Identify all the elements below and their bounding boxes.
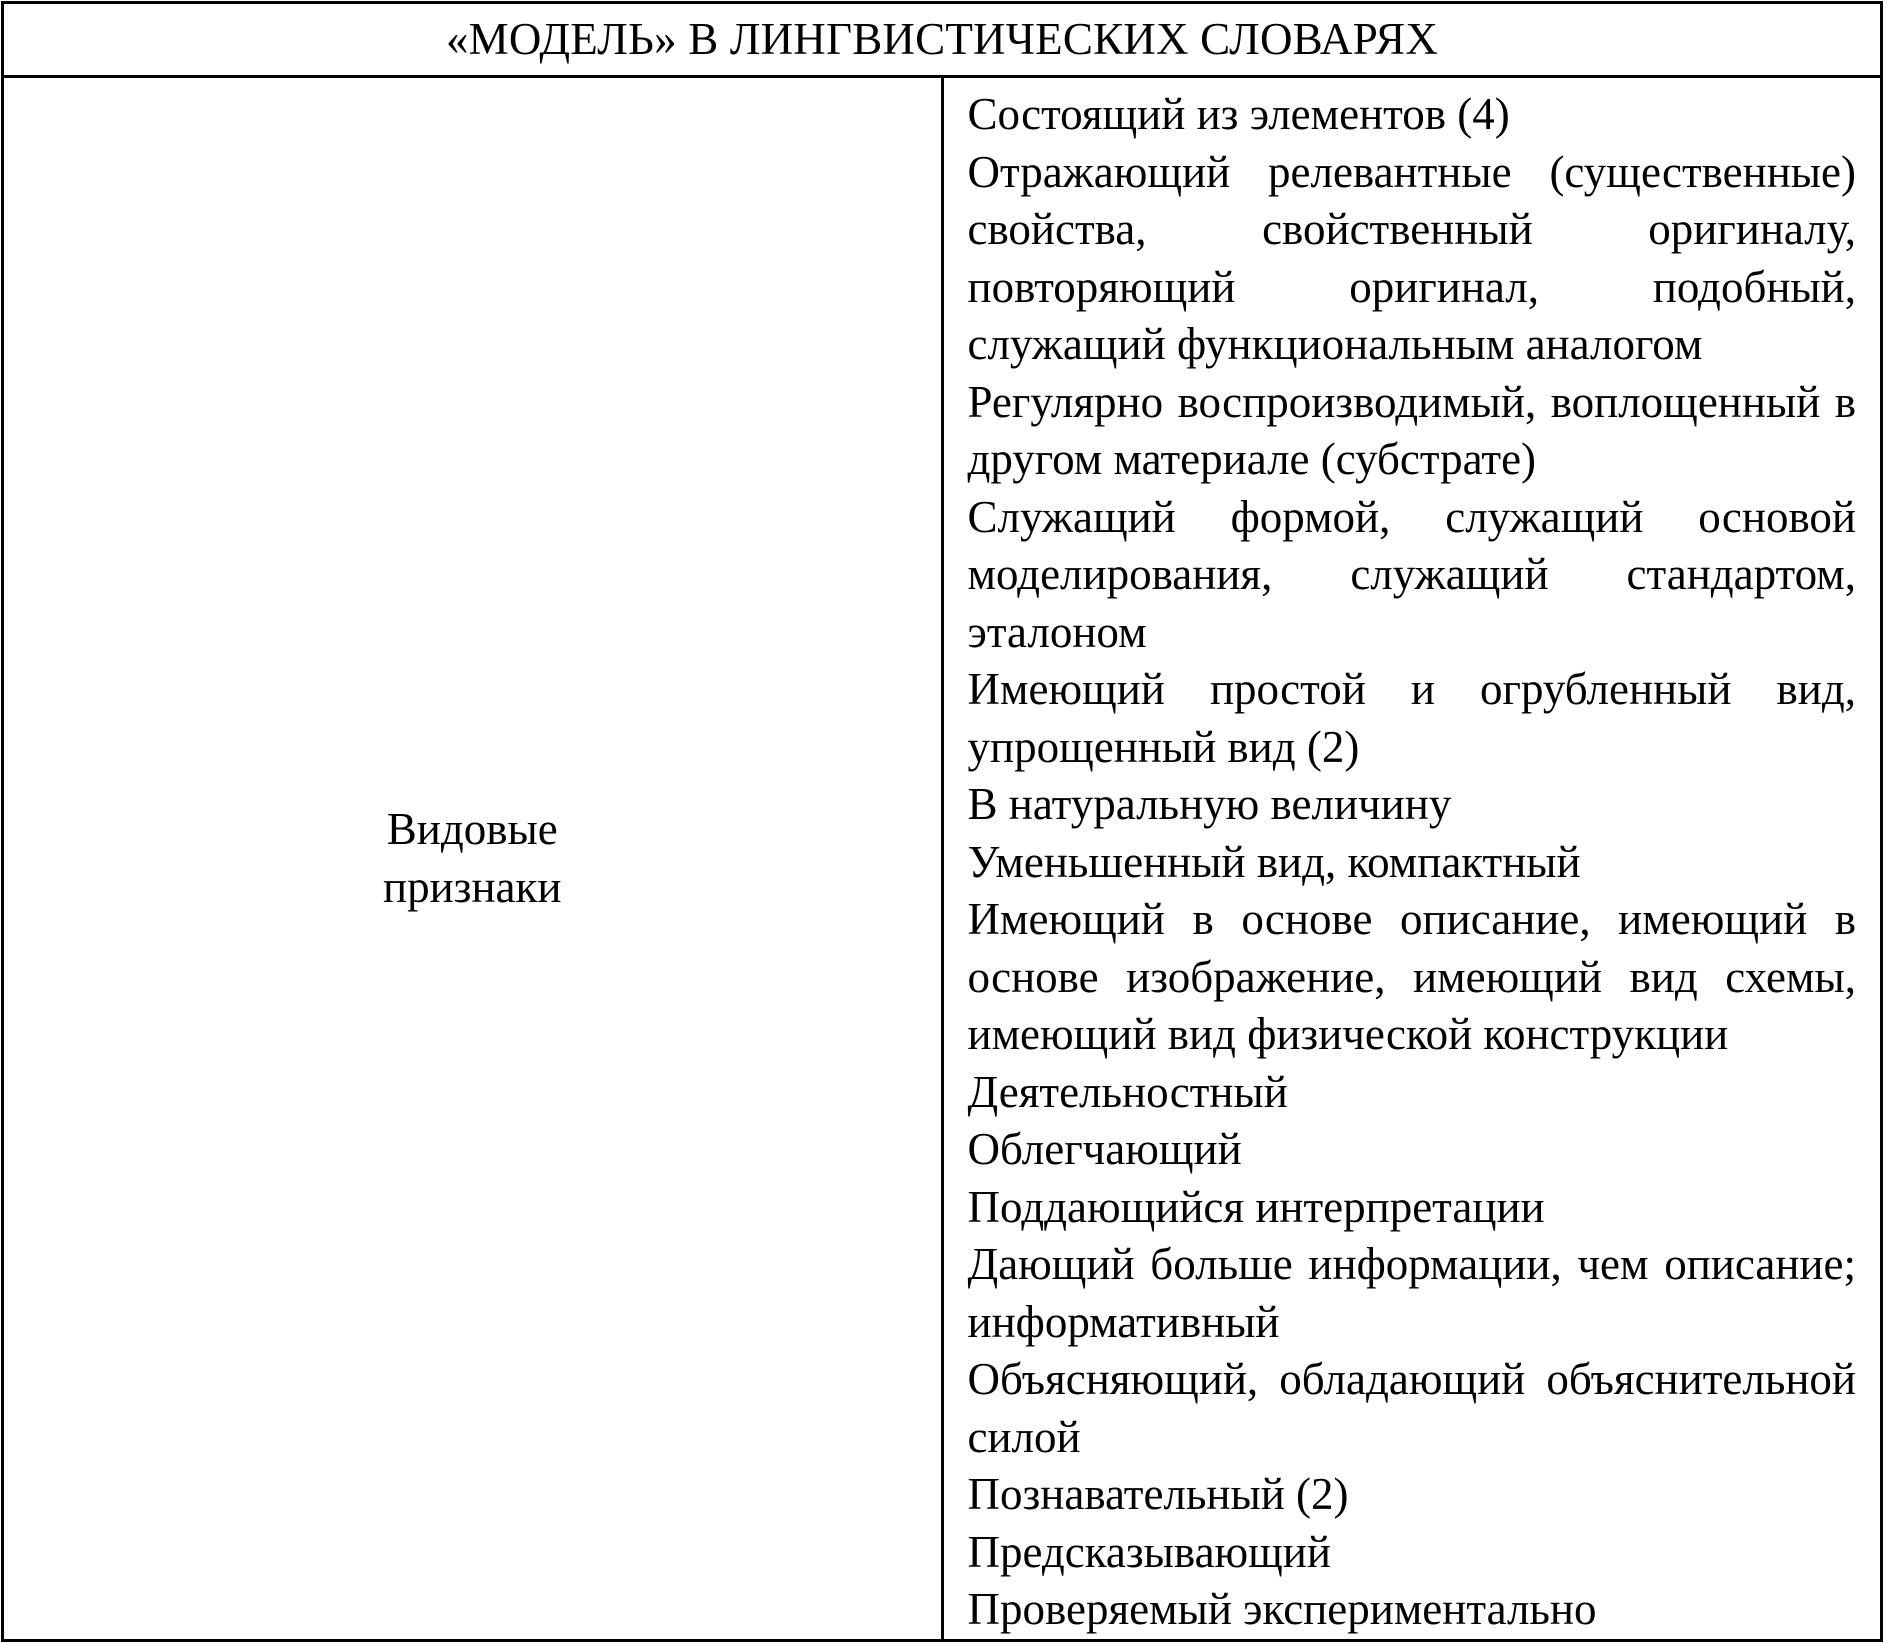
list-item: Служащий формой, служащий основой моделирования, служащий стандартом, эталоном bbox=[967, 491, 1856, 657]
list-item: Регулярно воспроизводимый, воплощенный в другом материале (субстрате) bbox=[967, 376, 1856, 484]
list-item: Поддающийся интерпретации bbox=[967, 1181, 1545, 1232]
features-list bbox=[942, 77, 1882, 1641]
list-item: Имеющий в основе описание, имеющий в основе изображение, имеющий вид схемы, имеющий вид физической конструкции bbox=[967, 894, 1856, 1059]
list-item: Проверяемый экспериментально bbox=[967, 1584, 1597, 1634]
list-item: Объясняющий, обладающий объяснительной силой bbox=[967, 1354, 1856, 1462]
features-row bbox=[3, 77, 1882, 1641]
list-item: Деятельностный bbox=[967, 1066, 1288, 1117]
definitions-table bbox=[1, 1, 1883, 1642]
list-item: Дающий больше информации, чем описание; информативный bbox=[967, 1239, 1856, 1347]
list-item: Познавательный (2) bbox=[967, 1469, 1349, 1519]
title-row bbox=[3, 3, 1882, 77]
row-label-line-1: Видовые bbox=[386, 804, 558, 855]
list-item: Имеющий простой и огрубленный вид, упрощенный вид (2) bbox=[967, 664, 1856, 772]
list-item: Предсказывающий bbox=[967, 1526, 1331, 1577]
row-label-line-2: признаки bbox=[383, 862, 562, 913]
table-title: «МОДЕЛЬ» В ЛИНГВИСТИЧЕСКИХ СЛОВАРЯХ bbox=[3, 3, 1882, 77]
list-item: Уменьшенный вид, компактный bbox=[967, 836, 1581, 887]
list-item: В натуральную величину bbox=[967, 779, 1452, 829]
list-item: Состоящий из элементов (4) bbox=[967, 89, 1510, 139]
row-label bbox=[3, 77, 943, 1641]
list-item: Облегчающий bbox=[967, 1124, 1242, 1174]
list-item: Отражающий релевантные (существенные) свойства, свойственный оригиналу, повторяющий оригинал, подобный, служащий функциональным аналогом bbox=[967, 146, 1856, 369]
